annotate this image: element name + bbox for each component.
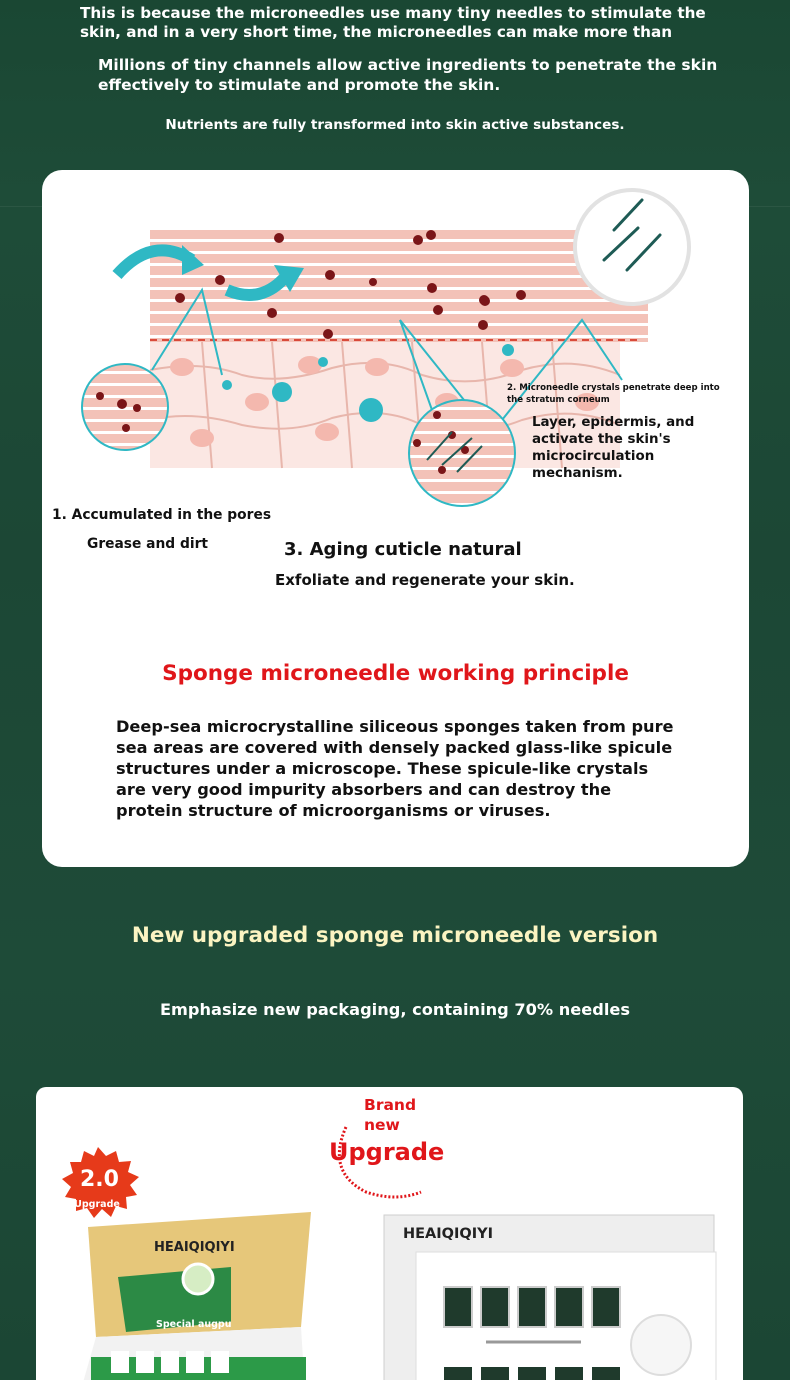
principle-title: Sponge microneedle working principle [162,661,629,686]
magnifier-needles [575,190,689,304]
upgrade-subtitle: Emphasize new packaging, containing 70% needles [160,1000,630,1019]
label-grease: Grease and dirt [87,536,208,552]
special-label: Special augpu [156,1319,232,1330]
intro-line-1: This is because the microneedles use many tiny needles to stimulate the skin, and in a very short time, the microneedles can make more than [80,4,706,41]
label-aging: 3. Aging cuticle natural [284,539,522,560]
upgrade-label: Upgrade [329,1138,445,1166]
label-exfoliate: Exfoliate and regenerate your skin. [275,571,575,589]
intro-line-2: Millions of tiny channels allow active ingredients to penetrate the skin effectively to stimulate and promote the skin. [98,56,718,94]
brand-new-label: Brand new [364,1096,417,1134]
intro-line-3: Nutrients are fully transformed into skin active substances. [165,117,625,133]
principle-body: Deep-sea microcrystalline siliceous sponges taken from pure sea areas are covered with densely packed glass-like spicule structures under a microscope. These spicule-like crystals are very good impurity absorbers and can destroy the protein structure of microorganisms or viruses. [116,717,674,820]
product-card [36,1087,743,1380]
box-brand-right: HEAIQIQIYI [403,1226,493,1242]
box-brand-left: HEAIQIQIYI [154,1240,235,1255]
label-pores: 1. Accumulated in the pores [52,507,272,523]
label-crystals: 2. Microneedle crystals penetrate deep into the stratum corneum [507,383,720,405]
product-box-left [76,1212,311,1380]
badge-label: Upgrade [74,1199,120,1210]
label-layer: Layer, epidermis, and activate the skin's microcirculation mechanism. [532,415,695,481]
principle-card [42,170,749,867]
upgrade-title: New upgraded sponge microneedle version [131,923,659,948]
badge-version: 2.0 [80,1167,119,1192]
